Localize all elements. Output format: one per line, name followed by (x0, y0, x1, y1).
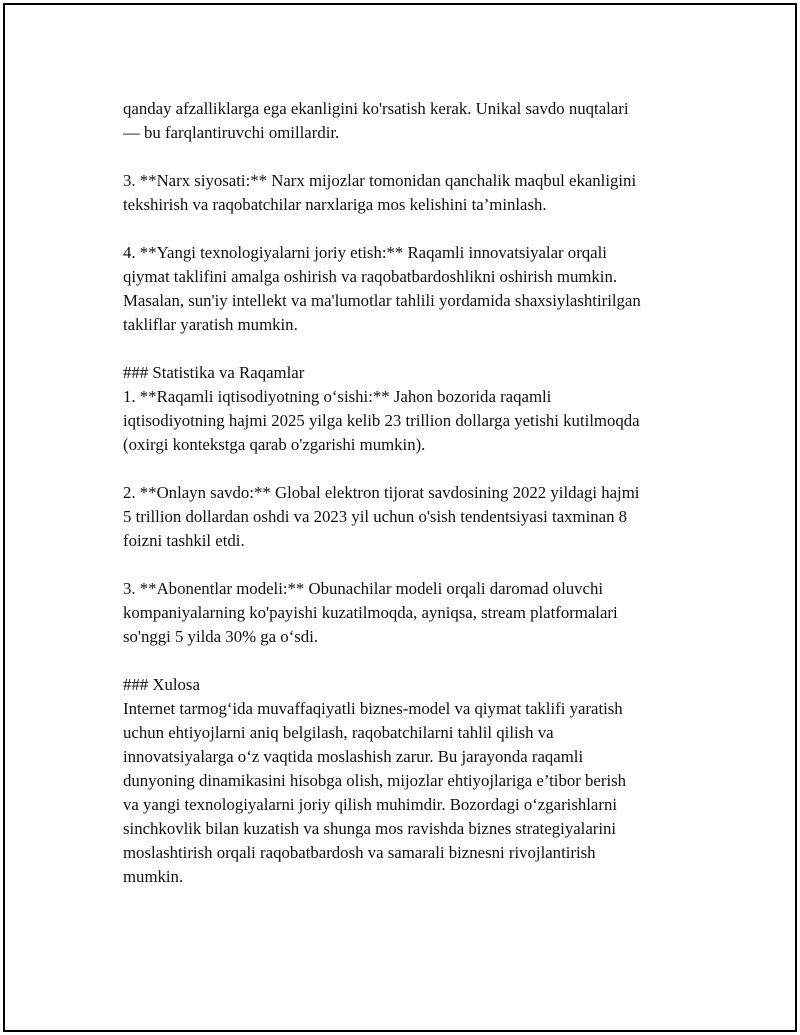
paragraph-price-policy: 3. **Narx siyosati:** Narx mijozlar tomonidan qanchalik maqbul ekanligini tekshirish va raqobatchilar narxlariga mos kelishini ta’minlash. (123, 171, 637, 214)
section-heading-conclusion: ### Xulosa (123, 675, 200, 694)
document-body (123, 97, 723, 889)
paragraph-conclusion: Internet tarmog‘ida muvaffaqiyatli biznes-model va qiymat taklifi yaratish uchun ehtiyojlarni aniq belgilash, raqobatchilarni tahlil qilish va innovatsiyalarga o‘z vaqtida moslashish zarur. Bu jarayonda raqamli dunyoning dinamikasini hisobga olish, mijozlar ehtiyojlariga e’tibor berish va yangi texnologiyalarni joriy qilish muhimdir. Bozordagi o‘zgarishlarni sinchkovlik bilan kuzatish va shunga mos ravishda biznes strategiyalarini moslashtirish orqali raqobatbardosh va samarali biznesni rivojlantirish mumkin. (123, 699, 627, 886)
paragraph-new-technologies: 4. **Yangi texnologiyalarni joriy etish:** Raqamli innovatsiyalar orqali qiymat taklifini amalga oshirish va raqobatbardoshlikni oshirish mumkin. Masalan, sun'iy intellekt va ma'lumotlar tahlili yordamida shaxsiylashtirilgan takliflar yaratish mumkin. (123, 243, 641, 334)
stat-item-subscription-model: 3. **Abonentlar modeli:** Obunachilar modeli orqali daromad oluvchi kompaniyalarning ko'payishi kuzatilmoqda, ayniqsa, stream platformalari so'nggi 5 yilda 30% ga o‘sdi. (123, 579, 618, 646)
page-frame (3, 3, 797, 1032)
stat-item-digital-economy: 1. **Raqamli iqtisodiyotning o‘sishi:** Jahon bozorida raqamli iqtisodiyotning hajmi 2025 yilga kelib 23 trillion dollarga yetishi kutilmoqda (oxirgi kontekstga qarab o'zgarishi mumkin). (123, 387, 640, 454)
section-heading-statistics: ### Statistika va Raqamlar (123, 363, 305, 382)
paragraph-usp: qanday afzalliklarga ega ekanligini ko'rsatish kerak. Unikal savdo nuqtalari — bu farqlantiruvchi omillardir. (123, 99, 629, 142)
stat-item-online-trade: 2. **Onlayn savdo:** Global elektron tijorat savdosining 2022 yildagi hajmi 5 trillion dollardan oshdi va 2023 yil uchun o'sish tendentsiyasi taxminan 8 foizni tashkil etdi. (123, 483, 640, 550)
